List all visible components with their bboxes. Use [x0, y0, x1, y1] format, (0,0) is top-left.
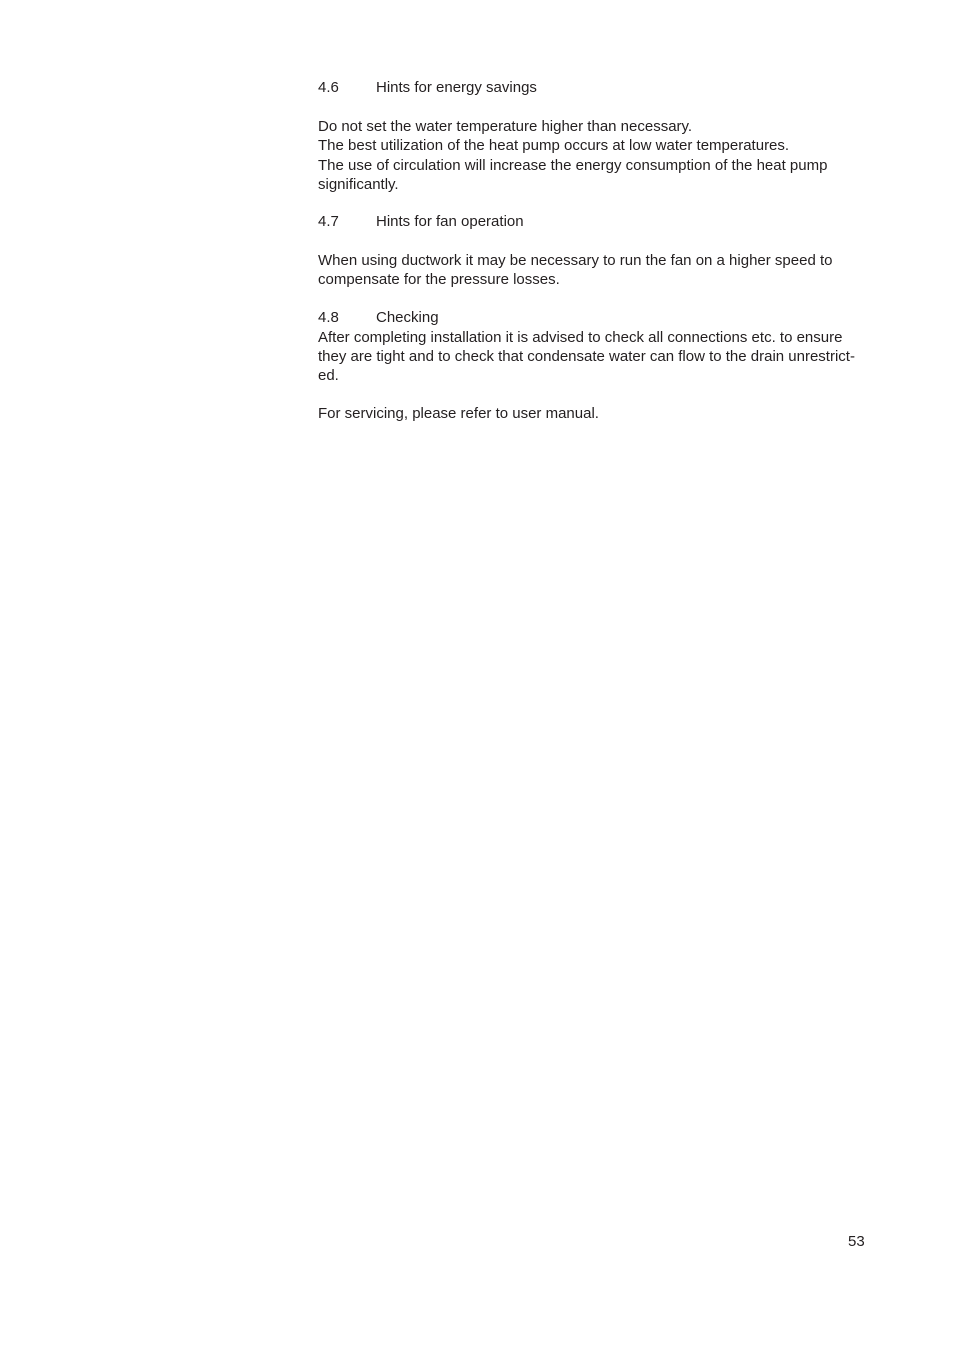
paragraph-line: compensate for the pressure losses.: [318, 271, 560, 289]
section-number: 4.8: [318, 308, 339, 326]
paragraph-line: The best utilization of the heat pump occurs at low water temperatures.: [318, 137, 790, 155]
paragraph-line: they are tight and to check that condensate water can flow to the drain unrestrict-: [318, 348, 855, 366]
paragraph-line: When using ductwork it may be necessary to run the fan on a higher speed to: [318, 252, 833, 270]
section-heading-4-6: [318, 78, 898, 98]
paragraph-line: After completing installation it is advised to check all connections etc. to ensure: [318, 328, 843, 346]
section-title: Checking: [376, 308, 439, 326]
section-paragraph-4-7: [318, 251, 898, 290]
section-title: Hints for fan operation: [376, 213, 524, 231]
document-body: [318, 78, 898, 423]
section-paragraph-4-6: [318, 117, 898, 194]
paragraph-line: For servicing, please refer to user manual.: [318, 404, 599, 422]
paragraph-line: significantly.: [318, 175, 399, 193]
closing-note: [318, 404, 898, 423]
section-number: 4.6: [318, 79, 339, 96]
page-number: 53: [848, 1233, 865, 1250]
paragraph-line: ed.: [318, 367, 339, 385]
paragraph-line: Do not set the water temperature higher than necessary.: [318, 118, 693, 135]
section-paragraph-4-8: [318, 328, 898, 386]
section-number: 4.7: [318, 213, 339, 231]
section-heading-4-7: [318, 212, 898, 232]
section-heading-4-8: [318, 308, 898, 328]
section-title: Hints for energy savings: [376, 79, 537, 96]
paragraph-line: The use of circulation will increase the energy consumption of the heat pump: [318, 156, 828, 174]
